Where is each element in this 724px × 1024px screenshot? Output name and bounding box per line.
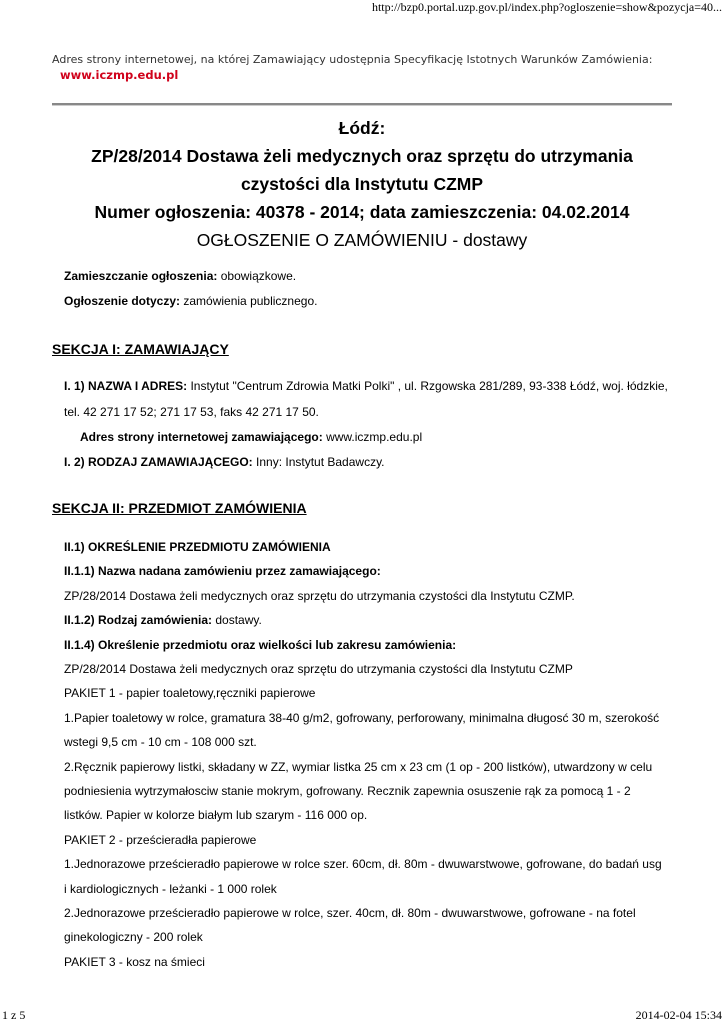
placement-label: Zamieszczanie ogłoszenia: <box>64 269 218 283</box>
header-divider <box>52 103 672 106</box>
section-2-line <box>64 857 662 871</box>
siwz-link[interactable]: www.iczmp.edu.pl <box>60 68 179 82</box>
section-1-heading: SEKCJA I: ZAMAWIAJĄCY <box>52 341 229 357</box>
section-2-line <box>64 662 573 676</box>
section-2-line <box>64 906 636 920</box>
type-value: Inny: Instytut Badawczy. <box>252 455 385 469</box>
section-2-line <box>64 686 315 700</box>
section-2-line <box>64 735 257 749</box>
section-2-line <box>64 540 331 554</box>
www-row <box>80 430 422 444</box>
type-row <box>64 455 385 469</box>
page-url: http://bzp0.portal.uzp.gov.pl/index.php?ogloszenie=show&pozycja=40... <box>371 0 722 14</box>
section-2-line <box>64 613 262 627</box>
line-bold-label: II.1.2) Rodzaj zamówienia: <box>64 613 213 628</box>
line-text: listków. Papier w kolorze białym lub szarym - 116 000 op. <box>64 808 368 823</box>
concerns-value: zamówienia publicznego. <box>180 294 318 308</box>
section-2-line <box>64 564 381 578</box>
line-text: 1.Papier toaletowy w rolce, gramatura 38-40 g/m2, gofrowany, perforowany, minimalna długosć 30 m, szerokość <box>64 710 660 725</box>
line-text: 2.Jednorazowe prześcieradło papierowe w rolce, szer. 40cm, dł. 80m - dwuwarstwowe, gofrowane - na fotel <box>64 906 636 920</box>
name-address-value: Instytut "Centrum Zdrowia Matki Polki" , ul. Rzgowska 281/289, 93-338 Łódź, woj. łódzkie, <box>187 379 668 393</box>
title-type: OGŁOSZENIE O ZAMÓWIENIU - dostawy <box>196 230 528 250</box>
line-bold-label: II.1.4) Określenie przedmiotu oraz wielkości lub zakresu zamówienia: <box>64 637 457 652</box>
page-number: 1 z 5 <box>2 1008 26 1022</box>
section-2-line <box>64 638 456 652</box>
line-text: ZP/28/2014 Dostawa żeli medycznych oraz sprzętu do utrzymania czystości dla Instytutu CZMP <box>64 662 573 676</box>
name-address-row <box>64 379 668 393</box>
title-line-2: czystości dla Instytutu CZMP <box>240 174 484 194</box>
placement-value: obowiązkowe. <box>217 269 297 283</box>
line-text: dostawy. <box>212 613 262 628</box>
line-text: ZP/28/2014 Dostawa żeli medycznych oraz sprzętu do utrzymania czystości dla Instytutu CZMP. <box>64 588 575 603</box>
section-2-line <box>64 760 652 774</box>
announcement-title <box>52 114 672 254</box>
line-text: ginekologiczny - 200 rolek <box>64 930 203 945</box>
line-text: i kardiologicznych - leżanki - 1 000 rolek <box>64 881 277 896</box>
line-bold-label: II.1) OKREŚLENIE PRZEDMIOTU ZAMÓWIENIA <box>64 540 331 554</box>
line-text: podniesienia wytrzymałosciw stanie mokrym, gofrowany. Recznik zapewnia osuszenie rąk za pomocą 1 - 2 <box>64 784 631 798</box>
section-2-line <box>64 784 631 798</box>
line-text: 1.Jednorazowe prześcieradło papierowe w rolce szer. 60cm, dł. 80m - dwuwarstwowe, gofrowane, do badań usg <box>64 857 662 872</box>
name-address-label: I. 1) NAZWA I ADRES: <box>64 379 188 393</box>
title-number-date: Numer ogłoszenia: 40378 - 2014; data zamieszczenia: 04.02.2014 <box>94 202 630 222</box>
section-2-line <box>64 589 575 603</box>
line-bold-label: II.1.1) Nazwa nadana zamówieniu przez zamawiającego: <box>64 564 381 579</box>
type-label: I. 2) RODZAJ ZAMAWIAJĄCEGO: <box>64 455 253 469</box>
phone-row: tel. 42 271 17 52; 271 17 53, faks 42 271 17 50. <box>64 405 319 419</box>
section-2-line <box>64 882 277 896</box>
line-text: PAKIET 2 - prześcieradła papierowe <box>64 832 257 847</box>
print-timestamp: 2014-02-04 15:34 <box>635 1008 722 1022</box>
placement-row <box>64 269 296 283</box>
section-2-line <box>64 808 367 822</box>
title-line-1: ZP/28/2014 Dostawa żeli medycznych oraz sprzętu do utrzymania <box>91 146 633 166</box>
section-2-line <box>64 711 659 725</box>
line-text: wstegi 9,5 cm - 10 cm - 108 000 szt. <box>64 735 257 750</box>
line-text: PAKIET 1 - papier toaletowy,ręczniki papierowe <box>64 686 316 701</box>
concerns-row <box>64 294 317 308</box>
concerns-label: Ogłoszenie dotyczy: <box>64 294 181 308</box>
section-2-heading: SEKCJA II: PRZEDMIOT ZAMÓWIENIA <box>52 500 307 516</box>
section-2-line <box>64 833 256 847</box>
line-text: PAKIET 3 - kosz na śmieci <box>64 954 205 969</box>
title-city: Łódź: <box>338 118 386 138</box>
www-value: www.iczmp.edu.pl <box>322 430 423 444</box>
section-2-line <box>64 955 205 969</box>
section-2-line <box>64 930 203 944</box>
siwz-intro-text: Adres strony internetowej, na której Zamawiający udostępnia Specyfikację Istotnych Warunków Zamówienia: <box>52 53 653 66</box>
line-text: 2.Ręcznik papierowy listki, składany w ZZ, wymiar listka 25 cm x 23 cm (1 op - 200 listków), utwardzony w celu <box>64 759 653 774</box>
www-label: Adres strony internetowej zamawiającego: <box>80 430 323 444</box>
